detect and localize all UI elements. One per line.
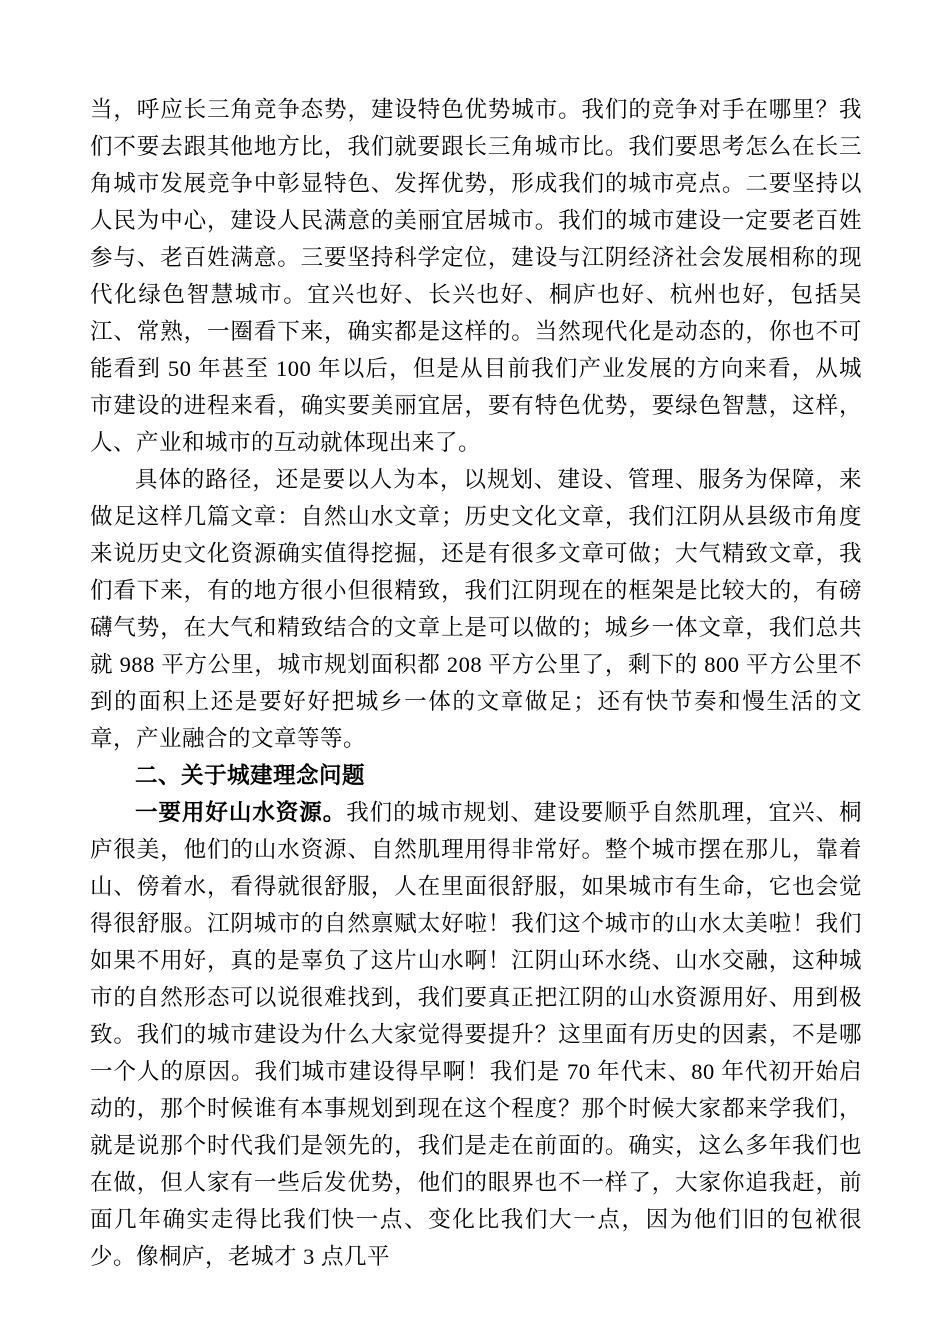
paragraph-continuation: 当，呼应长三角竞争态势，建设特色优势城市。我们的竞争对手在哪里？我们不要去跟其他地方比，我们就要跟长三角城市比。我们要思考怎么在长三角城市发展竞争中彰显特色、发挥优势，形成我们的城市亮点。二要坚持以人民为中心，建设人民满意的美丽宜居城市。我们的城市建设一定要老百姓参与、老百姓满意。三要坚持科学定位，建设与江阴经济社会发展相称的现代化绿色智慧城市。宜兴也好、长兴也好、桐庐也好、杭州也好，包括吴江、常熟，一圈看下来，确实都是这样的。当然现代化是动态的，你也不可能看到 50 年甚至 100 年以后，但是从目前我们产业发展的方向来看，从城市建设的进程来看，确实要美丽宜居，要有特色优势，要绿色智慧，这样，人、产业和城市的互动就体现出来了。	[90, 97, 862, 455]
paragraph-lead-bold: 一要用好山水资源。	[135, 800, 347, 825]
paragraph-body-text: 我们的城市规划、建设要顺乎自然肌理，宜兴、桐庐很美，他们的山水资源、自然肌理用得非常好。整个城市摆在那儿，靠着山、傍着水，看得就很舒服，人在里面很舒服，如果城市有生命，它也会觉得很舒服。江阴城市的自然禀赋太好啦！我们这个城市的山水太美啦！我们如果不用好，真的是辜负了这片山水啊！江阴山环水绕、山水交融，这种城市的自然形态可以说很难找到，我们要真正把江阴的山水资源用好、用到极致。我们的城市建设为什么大家觉得要提升？这里面有历史的因素，不是哪一个人的原因。我们城市建设得早啊！我们是 70 年代末、80 年代初开始启动的，那个时候谁有本事规划到现在这个程度？那个时候大家都来学我们，就是说那个时代我们是领先的，我们是走在前面的。确实，这么多年我们也在做，但人家有一些后发优势，他们的眼界也不一样了，大家你追我赶，前面几年确实走得比我们快一点、变化比我们大一点，因为他们旧的包袱很少。像桐庐，老城才 3 点几平	[90, 800, 862, 1269]
paragraph-shanshui	[90, 794, 862, 1275]
section-heading: 二、关于城建理念问题	[135, 763, 366, 788]
paragraph-paths: 具体的路径，还是要以人为本，以规划、建设、管理、服务为保障，来做足这样几篇文章：自然山水文章；历史文化文章，我们江阴从县级市角度来说历史文化资源确实值得挖掘，还是有很多文章可做；大气精致文章，我们看下来，有的地方很小但很精致，我们江阴现在的框架是比较大的，有磅礴气势，在大气和精致结合的文章上是可以做的；城乡一体文章，我们总共就 988 平方公里，城市规划面积都 208 平方公里了，剩下的 800 平方公里不到的面积上还是要好好把城乡一体的文章做足；还有快节奏和慢生活的文章，产业融合的文章等等。	[90, 467, 862, 751]
